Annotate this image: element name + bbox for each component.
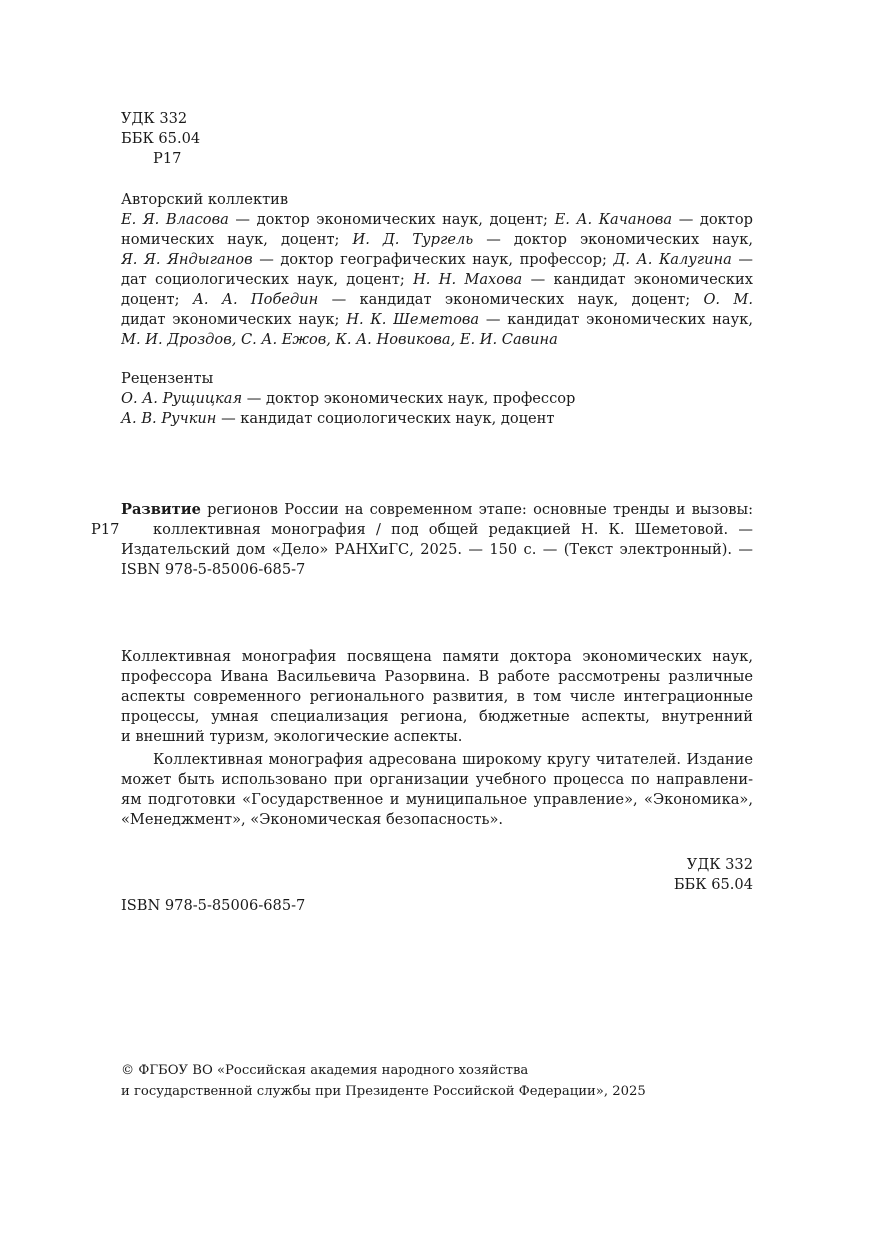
classification-block	[121, 109, 321, 169]
abstract-line: ям подготовки «Государственное и муниципальное управление», «Экономика»,	[121, 791, 753, 808]
abstract-line: «Менеджмент», «Экономическая безопасность».	[121, 811, 504, 828]
authors-line	[121, 250, 753, 270]
bibliographic-line: Издательский дом «Дело» РАНХиГС, 2025. — 150 с. — (Текст электронный). —	[121, 541, 753, 558]
bbk-code: ББК 65.04	[121, 130, 201, 147]
book-title-bold: Развитие	[121, 501, 201, 518]
bibliographic-description	[121, 500, 753, 580]
footer-udk: УДК 332	[686, 856, 753, 873]
book-title-rest: регионов России на современном этапе: основные тренды и вызовы:	[200, 501, 753, 518]
copyright-notice	[121, 1060, 761, 1102]
author-credentials: — доктор	[678, 211, 753, 228]
author-credentials: дидат экономических наук;	[121, 311, 347, 328]
authors-line	[121, 270, 753, 290]
footer-bbk: ББК 65.04	[673, 876, 753, 893]
author-credentials: — кандидат экономических наук,	[485, 311, 753, 328]
author-name: Е. А. Качанова	[554, 211, 673, 228]
author-credentials: — доктор экономических наук, доцент;	[228, 211, 555, 228]
copyright-line-1: © ФГБОУ ВО «Российская академия народного хозяйства	[121, 1063, 529, 1078]
reviewer-name: О. А. Рущицкая	[121, 390, 243, 407]
abstract-paragraph-2	[121, 750, 753, 830]
author-credentials: — доктор географических наук, профессор;	[252, 251, 614, 268]
author-credentials: номических наук, доцент;	[121, 231, 353, 248]
bibliographic-line: коллективная монография / под общей редакцией Н. К. Шеметовой. —	[153, 521, 753, 538]
reviewer-role: — кандидат социологических наук, доцент	[216, 410, 555, 427]
author-name: И. Д. Тургель	[352, 231, 474, 248]
author-name: Я. Я. Яндыганов	[121, 251, 253, 268]
bibliographic-line	[121, 500, 753, 520]
abstract-line: может быть использовано при организации учебного процесса по направлени-	[121, 771, 753, 788]
abstract-line: Коллективная монография посвящена памяти доктора экономических наук,	[121, 648, 753, 665]
author-credentials: — кандидат экономических наук, доцент;	[318, 291, 704, 308]
reviewers-list	[121, 389, 753, 429]
reviewer-item	[121, 409, 753, 429]
author-name: Н. К. Шеметова	[346, 311, 480, 328]
authors-line	[121, 210, 753, 230]
author-name: А. А. Победин	[192, 291, 319, 308]
reviewer-role: — доктор экономических наук, профессор	[242, 390, 576, 407]
author-name: Е. Я. Власова	[121, 211, 229, 228]
reviewer-item	[121, 389, 753, 409]
udk-code: УДК 332	[121, 110, 188, 127]
authors-line	[121, 310, 753, 330]
footer-isbn: ISBN 978-5-85006-685-7	[121, 897, 306, 914]
authors-heading: Авторский коллектив	[121, 191, 289, 208]
author-name: О. М.	[703, 291, 753, 308]
author-credentials: дат социологических наук, доцент;	[121, 271, 414, 288]
abstract-line: профессора Ивана Васильевича Разорвина. В работе рассмотрены различные	[121, 668, 753, 685]
footer-classification	[553, 855, 753, 895]
authors-list	[121, 210, 753, 350]
author-credentials: — доктор экономических наук,	[486, 231, 753, 248]
abstract-line: процессы, умная специализация региона, бюджетные аспекты, внутренний	[121, 708, 753, 725]
authors-line	[121, 290, 753, 310]
reviewer-name: А. В. Ручкин	[121, 410, 217, 427]
reviewers-heading: Рецензенты	[121, 370, 214, 387]
bibliographic-isbn: ISBN 978-5-85006-685-7	[121, 561, 306, 578]
abstract-line: и внешний туризм, экологические аспекты.	[121, 728, 463, 745]
author-credentials: доцент;	[121, 291, 193, 308]
bibliographic-mark: Р17	[91, 521, 120, 538]
author-credentials: — кандидат экономических	[530, 271, 753, 288]
author-name: Д. А. Калугина	[613, 251, 732, 268]
abstract-line: Коллективная монография адресована широкому кругу читателей. Издание	[153, 751, 753, 768]
author-name: М. И. Дроздов, С. А. Ежов, К. А. Новикова, Е. И. Савина	[121, 331, 558, 348]
copyright-line-2: и государственной службы при Президенте Российской Федерации», 2025	[121, 1084, 646, 1099]
author-credentials: —	[738, 251, 753, 268]
author-mark: Р17	[153, 150, 182, 167]
authors-line	[121, 330, 753, 350]
authors-line	[121, 230, 753, 250]
author-name: Н. Н. Махова	[413, 271, 523, 288]
abstract-paragraph-1	[121, 647, 753, 747]
abstract-line: аспекты современного регионального развития, в том числе интеграционные	[121, 688, 753, 705]
